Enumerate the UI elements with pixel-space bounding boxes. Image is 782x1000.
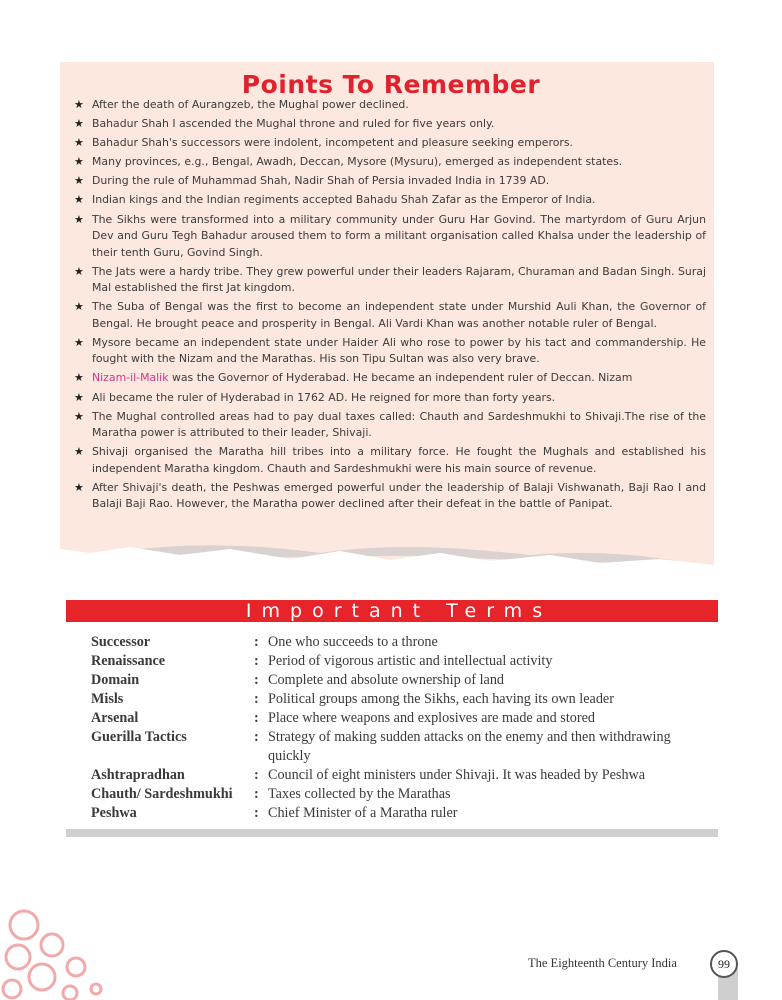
point-item: ★ Mysore became an independent state under Haider Ali who rose to power by his tact and commandership. He fought with the Nizam and the Marathas. His son Tipu Sultan was also very brave. bbox=[74, 335, 706, 366]
term: Renaissance bbox=[91, 653, 166, 669]
page-number: 99 bbox=[710, 950, 738, 978]
point-item: ★ Many provinces, e.g., Bengal, Awadh, Deccan, Mysore (Mysuru), emerged as independent states. bbox=[76, 154, 706, 171]
term-row bbox=[91, 652, 711, 671]
term-definition: Complete and absolute ownership of land bbox=[268, 672, 505, 688]
point-item: ★ Bahadur Shah's successors were indolent, incompetent and pleasure seeking emperors. bbox=[76, 135, 706, 152]
term: Ashtrapradhan bbox=[91, 767, 185, 783]
chapter-title: The Eighteenth Century India bbox=[528, 956, 677, 970]
important-terms-bar bbox=[66, 600, 718, 622]
points-list bbox=[76, 97, 706, 515]
term: Arsenal bbox=[91, 710, 139, 726]
term-definition: Chief Minister of a Maratha ruler bbox=[268, 805, 458, 821]
star-icon: ★ bbox=[74, 155, 84, 169]
point-item: ★ Ali became the ruler of Hyderabad in 1762 AD. He reigned for more than forty years. bbox=[76, 390, 706, 407]
terms-list bbox=[91, 633, 711, 823]
term-colon: : bbox=[254, 805, 259, 821]
term-colon: : bbox=[254, 710, 259, 726]
term-colon: : bbox=[254, 729, 259, 745]
terms-bottom-bar bbox=[66, 829, 718, 837]
point-item: ★ The Mughal controlled areas had to pay dual taxes called: Chauth and Sardeshmukhi to Shivaji.The rise of the Maratha power is attributed to their leader, Shivaji. bbox=[74, 409, 706, 440]
term-definition: One who succeeds to a throne bbox=[268, 634, 438, 650]
star-icon: ★ bbox=[74, 136, 84, 150]
term-row bbox=[91, 766, 711, 785]
nizam-highlight: Nizam-il-Malik bbox=[92, 371, 169, 385]
important-terms-title: Important Terms bbox=[245, 600, 553, 622]
term-colon: : bbox=[254, 786, 259, 802]
point-item: ★ The Suba of Bengal was the first to become an independent state under Murshid Auli Khan, the Governor of Bengal. He brought peace and prosperity in Bengal. Ali Vardi Khan was another notable ruler of Bengal. bbox=[74, 300, 706, 330]
term-definition: Council of eight ministers under Shivaji. It was headed by Peshwa bbox=[268, 767, 646, 783]
term-row bbox=[91, 785, 711, 804]
term-colon: : bbox=[254, 691, 259, 707]
term-row bbox=[91, 671, 711, 690]
point-item: ★ Shivaji organised the Maratha hill tribes into a military force. He fought the Mughals and established his independent Maratha kingdom. Chauth and Sardeshmukhi were his main source of revenue. bbox=[74, 445, 706, 475]
point-item: ★ During the rule of Muhammad Shah, Nadir Shah of Persia invaded India in 1739 AD. bbox=[76, 173, 706, 190]
term-definition: Period of vigorous artistic and intellectual activity bbox=[268, 653, 553, 669]
point-item: ★ After the death of Aurangzeb, the Mughal power declined. bbox=[76, 97, 706, 114]
term-definition: Strategy of making sudden attacks on the enemy and then withdrawing quickly bbox=[268, 729, 671, 764]
term: Misls bbox=[91, 691, 124, 707]
term-row bbox=[91, 804, 711, 823]
star-icon: ★ bbox=[74, 212, 84, 226]
term: Guerilla Tactics bbox=[91, 729, 187, 745]
star-icon: ★ bbox=[74, 371, 84, 385]
term-row bbox=[91, 728, 711, 766]
term-colon: : bbox=[254, 653, 259, 669]
term-row bbox=[91, 633, 711, 652]
point-item: ★ The Sikhs were transformed into a military community under Guru Har Govind. The martyrdom of Guru Arjun Dev and Guru Tegh Bahadur aroused them to form a militant organisation called Khalsa under the leadership of their tenth Guru, Govind Singh. bbox=[74, 212, 706, 259]
star-icon: ★ bbox=[74, 174, 84, 188]
star-icon: ★ bbox=[74, 117, 84, 131]
term: Successor bbox=[91, 634, 151, 650]
star-icon: ★ bbox=[74, 445, 84, 459]
term-definition: Taxes collected by the Marathas bbox=[268, 786, 451, 802]
points-title: Points To Remember bbox=[241, 70, 541, 99]
star-icon: ★ bbox=[74, 409, 84, 423]
term-definition: Political groups among the Sikhs, each having its own leader bbox=[268, 691, 614, 707]
point-item: ★ The Jats were a hardy tribe. They grew powerful under their leaders Rajaram, Churaman and Badan Singh. Suraj Mal established the first Jat kingdom. bbox=[74, 264, 706, 295]
star-icon: ★ bbox=[74, 480, 84, 494]
star-icon: ★ bbox=[74, 264, 84, 278]
decorative-circles-icon bbox=[0, 905, 110, 1000]
term-row bbox=[91, 690, 711, 709]
star-icon: ★ bbox=[74, 390, 84, 404]
point-item: ★ Bahadur Shah I ascended the Mughal throne and ruled for five years only. bbox=[76, 116, 706, 133]
term-colon: : bbox=[254, 672, 259, 688]
term-definition: Place where weapons and explosives are made and stored bbox=[268, 710, 595, 726]
term-row bbox=[91, 709, 711, 728]
star-icon: ★ bbox=[74, 193, 84, 207]
term-colon: : bbox=[254, 767, 259, 783]
term: Chauth/ Sardeshmukhi bbox=[91, 786, 233, 802]
star-icon: ★ bbox=[74, 335, 84, 349]
point-item: ★ Nizam-il-Malik was the Governor of Hyderabad. He became an independent ruler of Deccan. Nizam bbox=[76, 370, 706, 387]
term-colon: : bbox=[254, 634, 259, 650]
term: Peshwa bbox=[91, 805, 137, 821]
star-icon: ★ bbox=[74, 300, 84, 314]
point-item: ★ After Shivaji's death, the Peshwas emerged powerful under the leadership of Balaji Vishwanath, Baji Rao I and Balaji Baji Rao. However, the Maratha power declined after their defeat in the battle of Panipat. bbox=[74, 480, 706, 511]
term: Domain bbox=[91, 672, 140, 688]
torn-paper-edge bbox=[60, 515, 714, 585]
star-icon: ★ bbox=[74, 98, 84, 111]
point-item: ★ Indian kings and the Indian regiments accepted Bahadu Shah Zafar as the Emperor of India. bbox=[76, 192, 706, 209]
